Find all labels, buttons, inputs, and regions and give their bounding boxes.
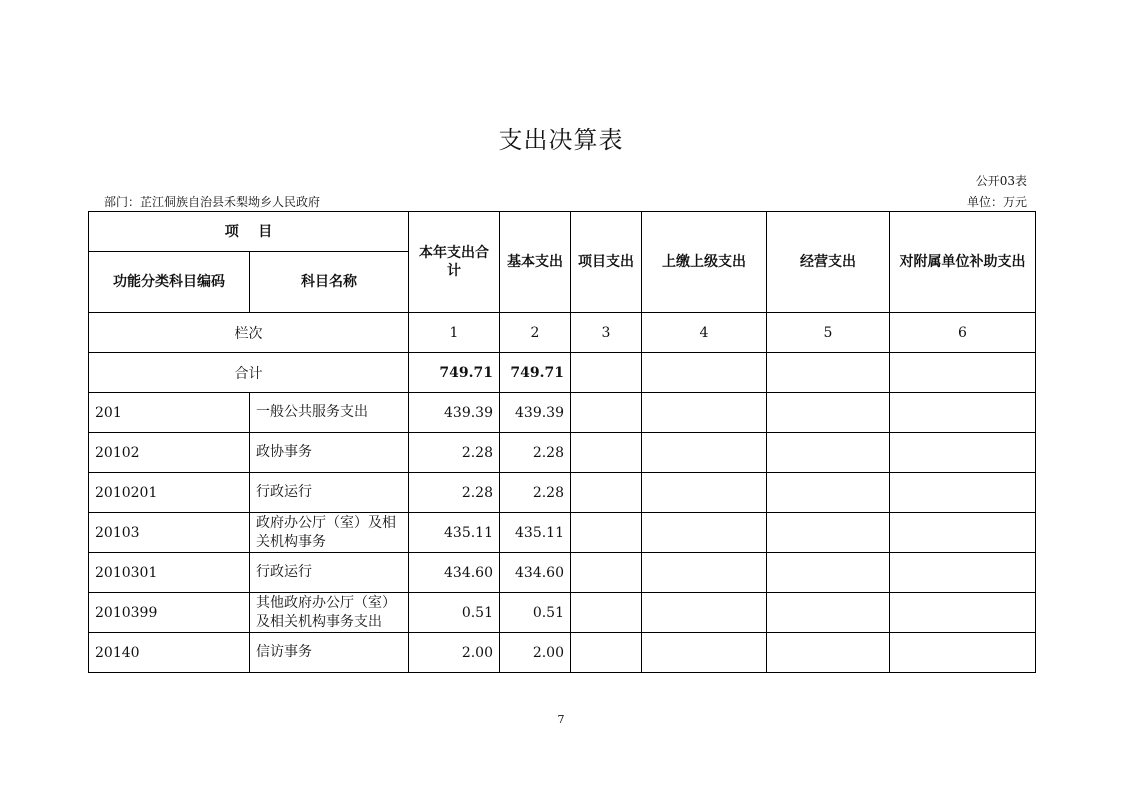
table-row [89, 473, 1036, 513]
row-value: 2.28 [500, 433, 571, 473]
row-value [890, 473, 1036, 513]
row-value: 2.00 [409, 633, 500, 673]
table-row [89, 393, 1036, 433]
row-value [642, 513, 767, 553]
row-code: 2010201 [89, 473, 250, 513]
row-value [890, 393, 1036, 433]
column-index-num: 5 [767, 313, 890, 353]
column-index-row [89, 313, 1036, 353]
row-value [642, 473, 767, 513]
total-row [89, 353, 1036, 393]
total-value: 749.71 [409, 353, 500, 393]
row-value: 0.51 [409, 593, 500, 633]
page-number: 7 [557, 713, 565, 726]
column-index-num: 1 [409, 313, 500, 353]
total-value [642, 353, 767, 393]
row-value [571, 393, 642, 433]
header-subsidiary-subsidy: 对附属单位补助支出 [890, 212, 1036, 313]
header-subject-name: 科目名称 [250, 252, 409, 313]
row-name: 其他政府办公厅（室）及相关机构事务支出 [250, 593, 409, 633]
department-label: 部门：芷江侗族自治县禾梨坳乡人民政府 [104, 195, 321, 209]
row-value: 434.60 [409, 553, 500, 593]
table-row [89, 593, 1036, 633]
row-value [767, 633, 890, 673]
header-function-code: 功能分类科目编码 [89, 252, 250, 313]
header-operating-expenditure: 经营支出 [767, 212, 890, 313]
row-code: 20103 [89, 513, 250, 553]
row-value [571, 633, 642, 673]
column-index-num: 6 [890, 313, 1036, 353]
row-value: 2.28 [409, 473, 500, 513]
row-value [767, 433, 890, 473]
row-name: 行政运行 [250, 553, 409, 593]
row-value [890, 593, 1036, 633]
header-total-expenditure: 本年支出合计 [409, 212, 500, 313]
row-value: 434.60 [500, 553, 571, 593]
column-index-label: 栏次 [89, 313, 409, 353]
row-code: 20102 [89, 433, 250, 473]
unit-label: 单位：万元 [966, 195, 1027, 209]
table-row [89, 513, 1036, 553]
row-value [642, 633, 767, 673]
row-value [767, 473, 890, 513]
row-value [571, 553, 642, 593]
row-value [767, 393, 890, 433]
row-value [890, 553, 1036, 593]
header-project-expenditure: 项目支出 [571, 212, 642, 313]
expenditure-table [88, 211, 1036, 673]
row-value: 439.39 [500, 393, 571, 433]
row-name: 一般公共服务支出 [250, 393, 409, 433]
total-value: 749.71 [500, 353, 571, 393]
row-value [767, 553, 890, 593]
row-name: 信访事务 [250, 633, 409, 673]
row-name: 行政运行 [250, 473, 409, 513]
row-value [571, 433, 642, 473]
total-value [890, 353, 1036, 393]
row-value: 0.51 [500, 593, 571, 633]
page-title: 支出决算表 [498, 126, 624, 154]
total-value [767, 353, 890, 393]
row-value: 2.28 [500, 473, 571, 513]
row-value [642, 433, 767, 473]
row-value: 2.00 [500, 633, 571, 673]
table-row [89, 633, 1036, 673]
row-code: 201 [89, 393, 250, 433]
row-value: 435.11 [409, 513, 500, 553]
row-name: 政协事务 [250, 433, 409, 473]
total-value [571, 353, 642, 393]
row-value [571, 513, 642, 553]
column-index-num: 2 [500, 313, 571, 353]
row-code: 20140 [89, 633, 250, 673]
row-value [571, 593, 642, 633]
row-name: 政府办公厅（室）及相关机构事务 [250, 513, 409, 553]
row-code: 2010301 [89, 553, 250, 593]
row-value [767, 513, 890, 553]
form-number: 公开03表 [975, 174, 1027, 188]
row-value [642, 393, 767, 433]
header-project: 项 目 [89, 212, 409, 252]
row-value: 439.39 [409, 393, 500, 433]
row-value [890, 513, 1036, 553]
header-remit-superior: 上缴上级支出 [642, 212, 767, 313]
row-value [571, 473, 642, 513]
table-row [89, 553, 1036, 593]
table-row [89, 433, 1036, 473]
row-value: 2.28 [409, 433, 500, 473]
total-label: 合计 [89, 353, 409, 393]
row-value [642, 593, 767, 633]
row-value [642, 553, 767, 593]
row-value [890, 633, 1036, 673]
row-value: 435.11 [500, 513, 571, 553]
row-value [767, 593, 890, 633]
row-value [890, 433, 1036, 473]
column-index-num: 3 [571, 313, 642, 353]
row-code: 2010399 [89, 593, 250, 633]
column-index-num: 4 [642, 313, 767, 353]
header-basic-expenditure: 基本支出 [500, 212, 571, 313]
